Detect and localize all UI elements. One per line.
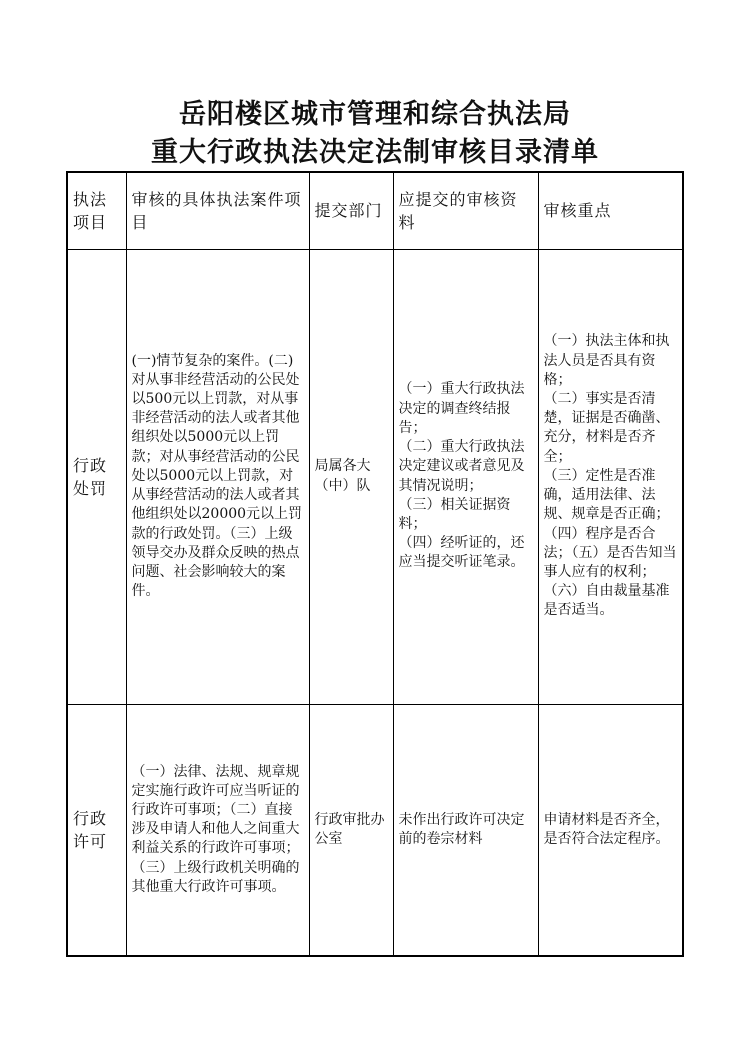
row-cases-cell: （一）法律、法规、规章规定实施行政许可应当听证的行政许可事项；（二）直接涉及申请人和他人之间重大利益关系的行政许可事项；（三）上级行政机关明确的其他重大行政许可事项。 (126, 704, 309, 956)
row-focus-cell: 申请材料是否齐全，是否符合法定程序。 (538, 704, 683, 956)
row-dept-cell: 局属各大（中）队 (309, 249, 393, 704)
document-title-line2: 重大行政执法决定法制审核目录清单 (151, 137, 599, 168)
header-enforcement-item: 执法项目 (67, 172, 126, 249)
header-review-focus: 审核重点 (538, 172, 683, 249)
table-row (67, 704, 683, 956)
row-cases-cell: (一)情节复杂的案件。(二)对从事非经营活动的公民处以500元以上罚款，对从事非经营活动的法人或者其他组织处以5000元以上罚款；对从事经营活动的公民处以5000元以上罚款，对从事经营活动的法人或者其他组织处以20000元以上罚款的行政处罚。（三）上级领导交办及群众反映的热点问题、社会影响较大的案件。 (126, 249, 309, 704)
header-materials: 应提交的审核资料 (393, 172, 538, 249)
row-focus-cell: （一）执法主体和执法人员是否具有资格； （二）事实是否清楚，证据是否确凿、充分，材料是否齐全； （三）定性是否准确，适用法律、法规、规章是否正确； （四）程序是否合法；（五）是否告知当事人应有的权利； （六）自由裁量基准是否适当。 (538, 249, 683, 704)
table-header-row (67, 172, 683, 249)
table-row (67, 249, 683, 704)
row-item-cell: 行政许可 (67, 704, 126, 956)
header-submitting-dept: 提交部门 (309, 172, 393, 249)
document-title-line1: 岳阳楼区城市管理和综合执法局 (179, 99, 571, 130)
row-materials-cell: （一）重大行政执法决定的调查终结报告； （二）重大行政执法决定建议或者意见及其情况说明； （三）相关证据资料； （四）经听证的，还应当提交听证笔录。 (393, 249, 538, 704)
row-dept-cell: 行政审批办公室 (309, 704, 393, 956)
row-materials-cell: 未作出行政许可决定前的卷宗材料 (393, 704, 538, 956)
review-catalog-table (66, 171, 684, 957)
header-case-items: 审核的具体执法案件项目 (126, 172, 309, 249)
row-item-cell: 行政处罚 (67, 249, 126, 704)
